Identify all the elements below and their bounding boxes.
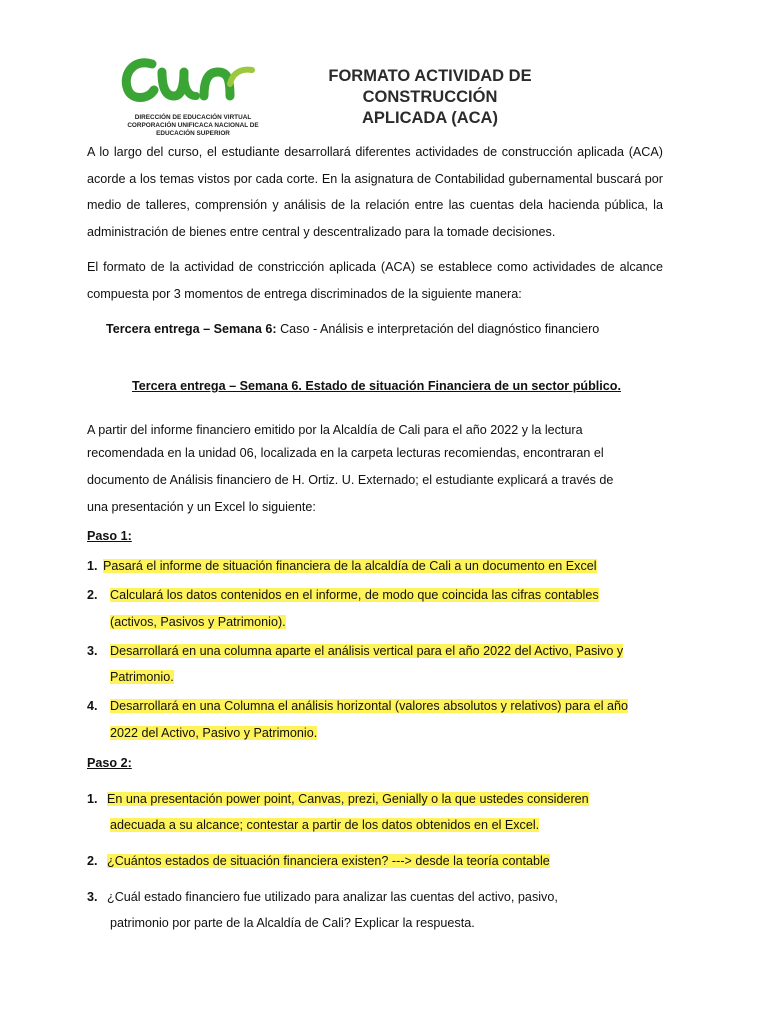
paso1-item-number: 1. — [87, 559, 98, 573]
section-line: recomendada en la unidad 06, localizada en la carpeta lecturas recomiendas, encontraran el — [87, 446, 604, 460]
highlighted-text: Desarrollará en una columna aparte el análisis vertical para el año 2022 del Activo, Pasivo y — [110, 644, 624, 658]
document-title-line2: APLICADA (ACA) — [362, 109, 498, 127]
document-title-line1: FORMATO ACTIVIDAD DE CONSTRUCCIÓN — [328, 67, 532, 106]
highlighted-text: ¿Cuántos estados de situación financiera existen? ---> desde la teoría contable — [107, 854, 550, 868]
paso2-item-1-line — [107, 790, 589, 808]
paso1-item-number: 4. — [87, 699, 98, 713]
paso1-item-4-line — [110, 724, 317, 742]
delivery-line — [106, 320, 599, 338]
delivery-label: Tercera entrega – Semana 6: — [106, 322, 277, 336]
highlighted-text: adecuada a su alcance; contestar a partir de los datos obtenidos en el Excel. — [110, 818, 540, 832]
intro-paragraph-2: El formato de la actividad de constricción aplicada (ACA) se establece como actividades de alcance compuesta por 3 momentos de entrega discriminados de la siguiente manera: — [87, 260, 663, 301]
highlighted-text: En una presentación power point, Canvas, prezi, Genially o la que ustedes consideren — [107, 792, 589, 806]
highlighted-text: Patrimonio. — [110, 670, 174, 684]
paso1-item-number: 2. — [87, 588, 98, 602]
paso2-item-number: 2. — [87, 854, 98, 868]
section-heading: Tercera entrega – Semana 6. Estado de situación Financiera de un sector público. — [132, 379, 621, 393]
paso2-item-2-line — [107, 852, 550, 870]
paso1-item-number: 3. — [87, 644, 98, 658]
logo-caption-line: DIRECCIÓN DE EDUCACIÓN VIRTUAL — [134, 114, 252, 121]
document-title — [270, 66, 590, 129]
highlighted-text: Desarrollará en una Columna el análisis horizontal (valores absolutos y relativos) para el año — [110, 699, 629, 713]
paso2-item-3-line: ¿Cuál estado financiero fue utilizado para analizar las cuentas del activo, pasivo, — [107, 890, 558, 904]
cun-logo-mark — [118, 54, 258, 106]
paso1-item-1-line: Pasará el informe de situación financiera de la alcaldía de Cali a un documento en Excel — [103, 559, 597, 573]
paso2-item-3-line: patrimonio por parte de la Alcaldía de Cali? Explicar la respuesta. — [110, 916, 475, 930]
logo-caption-line: EDUCACIÓN SUPERIOR — [156, 130, 230, 137]
paso1-item-1 — [103, 557, 597, 575]
highlighted-text: Calculará los datos contenidos en el informe, de modo que coincida las cifras contables — [110, 588, 599, 602]
logo-caption-line: CORPORACIÓN UNIFICACA NACIONAL DE — [127, 122, 259, 129]
delivery-text: Caso - Análisis e interpretación del diagnóstico financiero — [276, 322, 600, 336]
section-line: documento de Análisis financiero de H. Ortiz. U. Externado; el estudiante explicará a través de — [87, 473, 614, 487]
paso1-item-2-line — [110, 613, 286, 631]
section-line: A partir del informe financiero emitido por la Alcaldía de Cali para el año 2022 y la lectura — [87, 423, 583, 437]
logo-caption — [118, 114, 268, 138]
paso1-item-4-line — [110, 697, 628, 715]
highlighted-text: 2022 del Activo, Pasivo y Patrimonio. — [110, 726, 318, 740]
paso1-title: Paso 1: — [87, 529, 132, 543]
intro-paragraph-1: A lo largo del curso, el estudiante desarrollará diferentes actividades de construcción aplicada (ACA) acorde a los temas vistos por cada corte. En la asignatura de Contabilidad gubernamental buscará por medio de talleres, comprensión y análisis de la relación entre las cuentas dela hacienda pública, la administración de bienes entre central y descentralizado para la tomade decisiones. — [87, 145, 663, 239]
section-line: una presentación y un Excel lo siguiente: — [87, 500, 316, 514]
paso2-item-1-line — [110, 816, 539, 834]
paso2-title: Paso 2: — [87, 756, 132, 770]
paso1-item-3-line — [110, 668, 174, 686]
cun-logo — [118, 54, 268, 137]
paso2-item-number: 3. — [87, 890, 98, 904]
paso2-item-number: 1. — [87, 792, 98, 806]
paso1-item-3-line — [110, 642, 623, 660]
highlighted-text: (activos, Pasivos y Patrimonio). — [110, 615, 286, 629]
paso1-item-2-line — [110, 586, 599, 604]
